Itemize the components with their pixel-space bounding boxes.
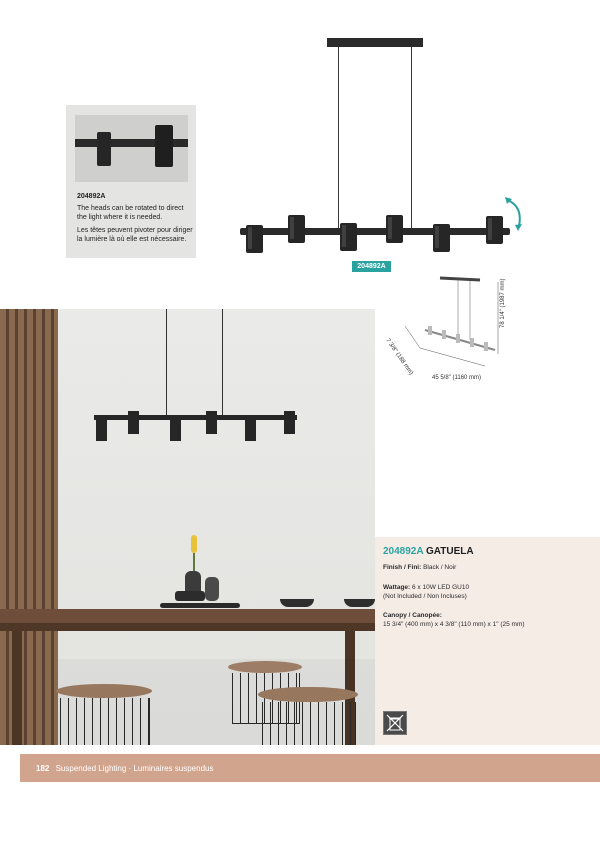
light-head [386,215,403,243]
light-head [433,224,450,252]
suspension-wire [338,47,339,228]
light-head [340,223,357,251]
rotation-arrow-icon [503,196,527,232]
light-head [246,225,263,253]
room-photo [0,309,375,745]
suspension-wire [411,47,412,228]
detail-text-en: The heads can be rotated to direct the light where it is needed. [77,205,184,221]
detail-photo [75,115,188,182]
detail-text-fr: Les têtes peuvent pivoter pour diriger la lumière là où elle est nécessaire. [77,227,193,243]
product-code-badge: 204892A [352,261,391,272]
product-name: GATUELA [426,546,474,557]
finish-value: Black / Noir [423,564,457,571]
dimension-drawing [380,268,520,388]
fixture-canopy [327,38,423,47]
finish-label: Finish / Fini: [383,564,422,571]
dimension-width: 45 5/8" (1160 mm) [432,375,482,381]
no-disposal-icon [383,711,407,735]
section-title: Suspended Lighting · Luminaires suspendus [55,764,214,773]
detail-code: 204892A [77,193,106,200]
finish-spec [383,563,593,572]
fixture-bar [240,228,510,235]
wattage-note: (Not Included / Non Incluses) [383,593,467,600]
page-number: 182 [36,764,50,773]
product-code: 204892A [383,546,424,557]
light-head [288,215,305,243]
product-title [383,546,474,557]
canopy-label: Canopy / Canopée: [383,612,442,619]
canopy-value: 15 3/4" (400 mm) x 4 3/8" (110 mm) x 1" (25 mm) [383,621,525,628]
wattage-spec [383,583,593,601]
page-footer [36,764,213,773]
canopy-spec [383,611,593,629]
dimension-height: 78 1/4" (1987 mm) [500,278,506,328]
dimension-depth: 7 3/8" (188 mm) [384,337,414,377]
light-head [486,216,503,244]
wattage-value: 6 x 10W LED GU10 [412,584,470,591]
detail-caption [77,192,195,248]
wattage-label: Wattage: [383,584,411,591]
